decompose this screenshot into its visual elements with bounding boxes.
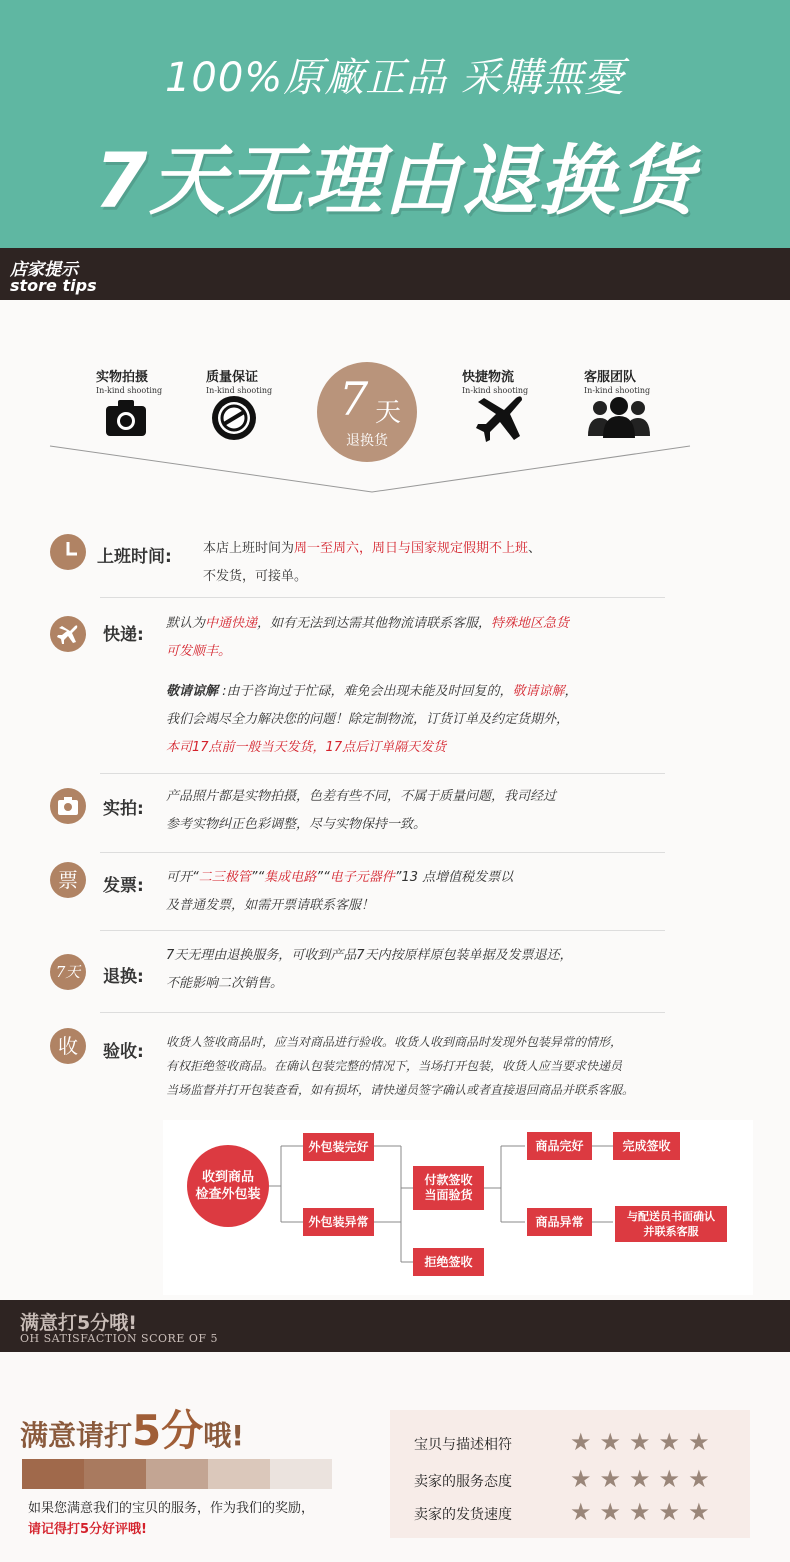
return-text-part: 7天无理由退换服务，可收到产品7天内按原样原包装单据及发票退还， — [166, 948, 573, 963]
section-divider-chevron — [0, 440, 790, 500]
photo-text-part: 参考实物纠正色彩调整，尽与实物保持一致。 — [166, 817, 427, 832]
rating-swatch — [22, 1459, 84, 1489]
camera-small-icon — [50, 788, 86, 824]
satisfaction-title-part: 哦! — [203, 1419, 245, 1452]
return-text-part: 不能影响二次销售。 — [166, 976, 284, 991]
team-icon — [586, 396, 652, 438]
invoice-text-highlight: 电子元器件 — [329, 870, 395, 885]
return-text — [166, 942, 573, 998]
feature-sublabel: In-kind shooting — [206, 386, 273, 395]
satisfaction-note: 如果您满意我们的宝贝的服务，作为我们的奖励， — [28, 1501, 315, 1516]
rating-stars-shipping: ★★★★★ — [570, 1498, 718, 1526]
express-text — [166, 610, 569, 666]
seven-day-unit: 天 — [375, 398, 402, 428]
photo-text — [166, 783, 556, 839]
feature-sublabel: In-kind shooting — [462, 386, 529, 395]
inspect-text-part: 有权拒绝签收商品。在确认包装完整的情况下，当场打开包装，收货人应当要求快递员 — [166, 1059, 623, 1073]
rating-swatch — [146, 1459, 208, 1489]
feature-sublabel: In-kind shooting — [584, 386, 651, 395]
invoice-text-part: 可开“ — [166, 870, 199, 885]
shipping-cutoff-text: 本司17点前一般当天发货，17点后订单隔天发货 — [166, 740, 447, 755]
satisfaction-call-to-action: 请记得打5分好评哦! — [28, 1522, 147, 1537]
invoice-text-highlight: 集成电路 — [264, 870, 317, 885]
inspect-text — [166, 1030, 634, 1102]
satisfaction-header-subtitle: OH SATISFACTION SCORE OF 5 — [20, 1332, 218, 1345]
photo-text-part: 产品照片都是实物拍摄，色差有些不同，不属于质量问题，我司经过 — [166, 789, 557, 804]
hours-text-part: 、 — [528, 541, 542, 556]
feature-sublabel: In-kind shooting — [96, 386, 163, 395]
camera-icon — [104, 398, 148, 438]
hours-text — [203, 535, 541, 591]
satisfaction-header-title: 满意打5分哦! — [20, 1312, 137, 1334]
hours-text-highlight: 周一至周六，周日与国家规定假期不上班 — [294, 541, 529, 556]
store-tips-subtitle: store tips — [10, 276, 97, 295]
express-text-part: 默认为 — [166, 616, 206, 631]
store-tips-header — [0, 248, 790, 300]
airplane-icon — [474, 392, 526, 444]
flow-pay-inspect: 付款签收 当面验货 — [413, 1166, 484, 1210]
seven-day-icon: 7天 — [50, 954, 86, 990]
feature-label: 实物拍摄 — [96, 370, 149, 385]
invoice-text-highlight: 二三极管 — [198, 870, 251, 885]
feature-label: 质量保证 — [206, 370, 259, 385]
airplane-small-icon — [50, 616, 86, 652]
store-tips-title: 店家提示 — [10, 260, 78, 280]
rating-label-service: 卖家的服务态度 — [414, 1474, 512, 1490]
return-title: 退换: — [103, 967, 144, 987]
express-text-highlight: 中通快递 — [205, 616, 258, 631]
invoice-text-part: ”“ — [316, 870, 330, 885]
photo-title: 实拍: — [103, 799, 144, 819]
flow-package-abnormal: 外包装异常 — [303, 1208, 374, 1236]
satisfaction-title-score: 5分 — [132, 1406, 204, 1455]
flow-start-node — [187, 1145, 269, 1227]
feature-logistics — [462, 366, 528, 395]
hours-title: 上班时间: — [97, 547, 172, 567]
receive-icon: 收 — [50, 1028, 86, 1064]
row-divider — [100, 852, 665, 853]
apology-heading: 敬请谅解 — [166, 684, 219, 699]
feature-label: 客服团队 — [584, 370, 637, 385]
row-divider — [100, 930, 665, 931]
apology-text-part: :由于咨询过于忙碌，难免会出现未能及时回复的， — [218, 684, 513, 699]
invoice-title: 发票: — [103, 876, 144, 896]
apology-text-highlight: 敬请谅解 — [512, 684, 565, 699]
satisfaction-header — [0, 1300, 790, 1352]
row-divider — [100, 1012, 665, 1013]
feature-quality — [206, 366, 272, 395]
row-divider — [100, 773, 665, 774]
invoice-icon: 票 — [50, 862, 86, 898]
feature-label: 快捷物流 — [462, 370, 515, 385]
inspection-flowchart — [163, 1120, 753, 1295]
rating-swatch — [84, 1459, 146, 1489]
inspect-title: 验收: — [103, 1042, 144, 1062]
banner-headline: 7天无理由退换货 — [94, 136, 696, 225]
invoice-text — [166, 864, 513, 920]
row-divider — [100, 597, 665, 598]
invoice-text-part: ”“ — [250, 870, 265, 885]
inspect-text-part: 当场监督并打开包装查看，如有损坏，请快递员签字确认或者直接退回商品并联系客服。 — [166, 1083, 635, 1097]
flow-goods-abnormal: 商品异常 — [527, 1208, 592, 1236]
feature-support-team — [584, 366, 650, 395]
clock-icon — [50, 534, 86, 570]
rating-swatch — [208, 1459, 270, 1489]
rating-label-shipping: 卖家的发货速度 — [414, 1507, 512, 1523]
hours-text-part: 本店上班时间为 — [203, 541, 295, 556]
quality-seal-icon — [210, 394, 258, 442]
seven-day-label: 退换货 — [346, 433, 388, 449]
express-text-highlight: 特殊地区急货 — [491, 616, 570, 631]
invoice-text-part: 及普通发票，如需开票请联系客服！ — [166, 898, 375, 913]
banner-tagline: 100%原廠正品 采購無憂 — [164, 55, 626, 101]
flow-goods-ok: 商品完好 — [527, 1132, 592, 1160]
flow-package-ok: 外包装完好 — [303, 1133, 374, 1161]
rating-stars-service: ★★★★★ — [570, 1465, 718, 1493]
flow-start-label: 收到商品 检查外包装 — [195, 1170, 261, 1202]
rating-stars-description: ★★★★★ — [570, 1428, 718, 1456]
apology-text-part: ， — [564, 684, 578, 699]
express-text-highlight: 可发顺丰。 — [166, 644, 232, 659]
seven-day-number: 7 — [339, 372, 369, 426]
feature-real-photo — [96, 366, 162, 395]
rating-label-description: 宝贝与描述相符 — [414, 1437, 512, 1453]
promo-banner — [0, 0, 790, 248]
inspect-text-part: 收货人签收商品时，应当对商品进行验收。收货人收到商品时发现外包装异常的情形， — [166, 1035, 623, 1049]
satisfaction-title — [20, 1398, 244, 1458]
satisfaction-title-part: 满意请打 — [20, 1419, 133, 1452]
apology-text-part: 我们会竭尽全力解决您的问题！除定制物流，订货订单及约定货期外， — [166, 712, 570, 727]
rating-panel — [390, 1410, 750, 1538]
invoice-text-part: ”13 点增值税发票以 — [394, 870, 514, 885]
flow-confirm-courier: 与配送员书面确认 并联系客服 — [615, 1206, 727, 1242]
apology-text — [166, 678, 578, 762]
hours-text-part: 不发货，可接单。 — [203, 569, 308, 584]
flow-reject: 拒绝签收 — [413, 1248, 484, 1276]
express-title: 快递: — [103, 625, 144, 645]
flow-complete: 完成签收 — [613, 1132, 680, 1160]
express-text-part: ，如有无法到达需其他物流请联系客服， — [257, 616, 492, 631]
rating-swatch — [270, 1459, 332, 1489]
